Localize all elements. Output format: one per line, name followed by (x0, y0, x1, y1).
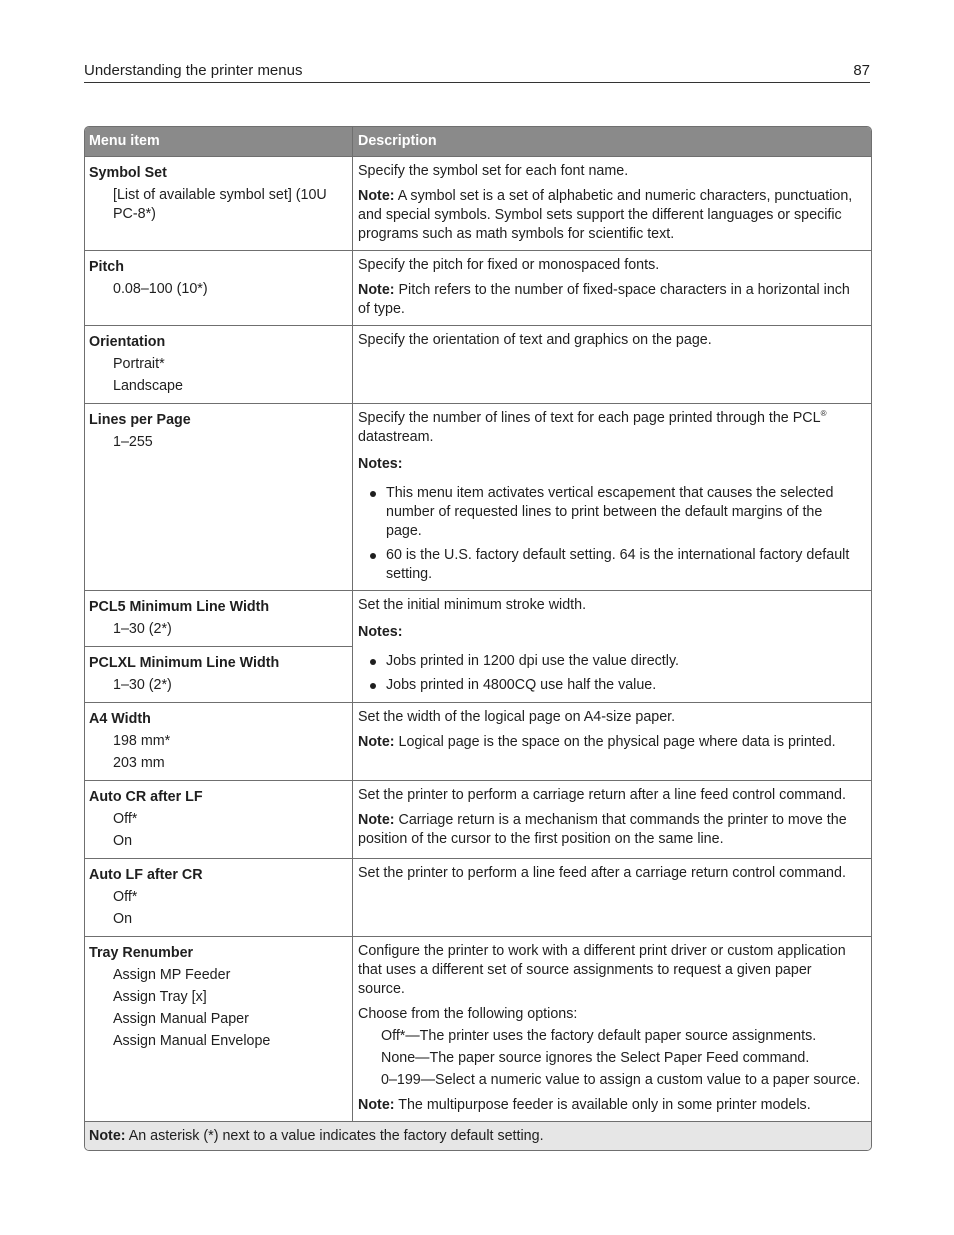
registered-mark: ® (820, 409, 827, 419)
menu-table (84, 126, 872, 1151)
menu-item-name: Auto CR after LF (89, 789, 203, 805)
description-note (358, 281, 861, 319)
menu-item-setting: Assign MP Feeder (113, 967, 231, 983)
note-text: Logical page is the space on the physical page where data is printed. (394, 734, 836, 750)
table-row (85, 590, 871, 702)
description-text: Set the printer to perform a line feed after a carriage return control command. (358, 865, 846, 881)
description-note (358, 733, 861, 752)
list-item: Jobs printed in 1200 dpi use the value directly. (358, 652, 861, 671)
option-item: Off*—The printer uses the factory default paper source assignments. (381, 1028, 817, 1044)
menu-item-name: PCL5 Minimum Line Width (89, 599, 270, 615)
note-text: A symbol set is a set of alphabetic and numeric characters, punctuation, and special symbols. Symbol sets support the different languages or specific programs such as math symbols for scientific text. (358, 188, 853, 242)
menu-item-cell (85, 404, 353, 590)
table-footer-note (85, 1121, 871, 1150)
description-text: Specify the symbol set for each font name. (358, 163, 629, 179)
note-label: Note: (358, 734, 395, 750)
description-cell (353, 859, 871, 936)
description-cell (353, 703, 871, 780)
menu-item-setting: 203 mm (113, 755, 165, 771)
description-text: Specify the orientation of text and graphics on the page. (358, 332, 712, 348)
option-item: 0–199—Select a numeric value to assign a custom value to a paper source. (381, 1072, 861, 1088)
page-number: 87 (853, 62, 870, 79)
description-note (358, 811, 861, 849)
menu-item-cell (85, 859, 353, 936)
list-item: Jobs printed in 4800CQ use half the value. (358, 676, 861, 695)
note-label: Note: (358, 282, 395, 298)
menu-item-setting: Off* (113, 889, 138, 905)
note-text: Pitch refers to the number of fixed-space characters in a horizontal inch of type. (358, 282, 850, 317)
choose-options-label: Choose from the following options: (358, 1006, 578, 1022)
page-header (84, 60, 870, 83)
description-cell (353, 251, 871, 325)
notes-label: Notes: (358, 456, 403, 472)
menu-item-setting: Portrait* (113, 356, 165, 372)
note-text: Carriage return is a mechanism that commands the printer to move the position of the cursor to the first position on the same line. (358, 812, 847, 847)
menu-item-setting: [List of available symbol set] (10U PC-8*) (113, 187, 327, 222)
menu-item-setting: 198 mm* (113, 733, 171, 749)
menu-item-subcell (85, 646, 352, 702)
table-row (85, 403, 871, 590)
description-text-main: Specify the number of lines of text for each page printed through the PCL (358, 410, 821, 426)
description-cell (353, 326, 871, 403)
column-header-menu-item: Menu item (85, 127, 353, 156)
menu-item-cell (85, 703, 353, 780)
menu-item-cell (85, 326, 353, 403)
menu-item-name: Symbol Set (89, 165, 167, 181)
description-text (358, 409, 861, 447)
menu-item-cell (85, 781, 353, 858)
menu-item-cell (85, 251, 353, 325)
menu-item-setting: Assign Manual Paper (113, 1011, 249, 1027)
note-label: Note: (358, 1097, 395, 1113)
notes-label: Notes: (358, 624, 403, 640)
note-text: An asterisk (*) next to a value indicates the factory default setting. (125, 1128, 544, 1144)
description-note (358, 1096, 861, 1115)
table-row (85, 780, 871, 858)
menu-item-name: PCLXL Minimum Line Width (89, 655, 280, 671)
page-header-title: Understanding the printer menus (84, 62, 303, 79)
note-label: Note: (89, 1128, 126, 1144)
note-label: Note: (358, 812, 395, 828)
description-cell (353, 404, 871, 590)
menu-item-name: Auto LF after CR (89, 867, 203, 883)
description-text: Specify the pitch for fixed or monospaced fonts. (358, 257, 660, 273)
table-header (85, 127, 871, 156)
menu-item-setting: 1–30 (2*) (113, 621, 172, 637)
table-row (85, 250, 871, 325)
column-header-description: Description (358, 133, 437, 149)
description-text: Set the initial minimum stroke width. (358, 597, 587, 613)
table-row (85, 936, 871, 1121)
menu-item-setting: Assign Tray [x] (113, 989, 207, 1005)
menu-item-setting: Off* (113, 811, 138, 827)
description-cell (353, 157, 871, 250)
menu-item-name: Tray Renumber (89, 945, 194, 961)
description-text-tail: datastream. (358, 429, 434, 445)
note-label: Note: (358, 188, 395, 204)
menu-item-name: A4 Width (89, 711, 151, 727)
description-text: Set the printer to perform a carriage return after a line feed control command. (358, 787, 846, 803)
menu-item-name: Pitch (89, 259, 124, 275)
menu-item-cell (85, 591, 353, 702)
menu-item-setting: 0.08–100 (10*) (113, 281, 208, 297)
notes-list (358, 484, 861, 584)
list-item: This menu item activates vertical escapement that causes the selected number of requested lines to print between the default margins of the page. (358, 484, 861, 541)
table-row (85, 858, 871, 936)
list-item: 60 is the U.S. factory default setting. 64 is the international factory default setting. (358, 546, 861, 584)
description-cell (353, 591, 871, 702)
table-row (85, 325, 871, 403)
description-cell (353, 937, 871, 1121)
menu-item-setting: 1–30 (2*) (113, 677, 172, 693)
table-row (85, 156, 871, 250)
table-row (85, 702, 871, 780)
menu-item-name: Lines per Page (89, 412, 191, 428)
menu-item-cell (85, 157, 353, 250)
menu-item-cell (85, 937, 353, 1121)
menu-item-setting: Assign Manual Envelope (113, 1033, 271, 1049)
option-item: None—The paper source ignores the Select Paper Feed command. (381, 1050, 810, 1066)
description-text: Configure the printer to work with a different print driver or custom application that uses a different set of source assignments to request a given paper source. (358, 943, 846, 997)
note-text: The multipurpose feeder is available only in some printer models. (394, 1097, 811, 1113)
description-note (358, 187, 861, 244)
description-cell (353, 781, 871, 858)
menu-item-subcell (85, 591, 352, 646)
notes-list (358, 652, 861, 695)
description-text: Set the width of the logical page on A4-size paper. (358, 709, 676, 725)
menu-item-setting: 1–255 (113, 434, 153, 450)
menu-item-setting: Landscape (113, 378, 183, 394)
menu-item-setting: On (113, 833, 133, 849)
menu-item-setting: On (113, 911, 133, 927)
menu-item-name: Orientation (89, 334, 166, 350)
